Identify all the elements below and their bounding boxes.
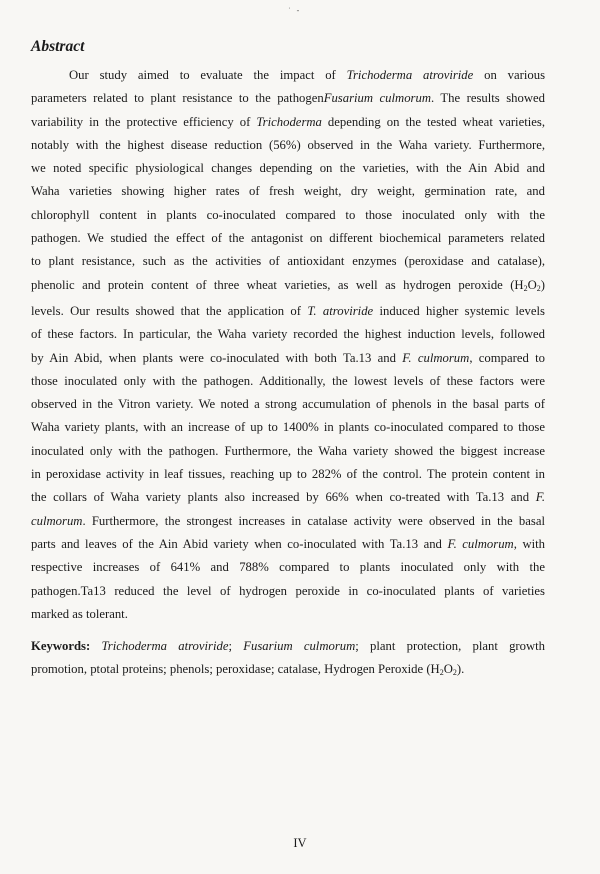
italic-term: F. culmorum bbox=[447, 536, 514, 551]
italic-term: culmorum bbox=[31, 513, 83, 528]
text-run: parts and leaves of the Ain Abid variety when co-inoculated with Ta.13 and bbox=[31, 536, 448, 551]
text-run: on various bbox=[473, 68, 546, 82]
text-run: observed in the Vitron variety. We noted a strong accumulation of phenols in the basal parts of bbox=[31, 397, 545, 412]
italic-term: F. bbox=[535, 490, 545, 505]
text-run: pathogen.Ta13 reduced the level of hydrogen peroxide in co-inoculated plants of varieties bbox=[31, 583, 545, 598]
italic-term: F. culmorum bbox=[402, 350, 470, 365]
abstract-line bbox=[31, 250, 545, 273]
keywords-first-line bbox=[31, 635, 545, 658]
text-run: by Ain Abid, when plants were co-inoculated with both Ta.13 and bbox=[31, 350, 403, 365]
text-run: phenolic and protein content of three wheat varieties, as well as hydrogen peroxide (H bbox=[31, 277, 524, 292]
abstract-line bbox=[31, 347, 545, 370]
text-run: ). bbox=[456, 662, 465, 677]
text-run: , with bbox=[513, 536, 545, 551]
text-run: . Furthermore, the strongest increases in catalase activity were observed in the basal bbox=[82, 513, 545, 528]
italic-term: T. atroviride bbox=[307, 303, 374, 318]
abstract-line bbox=[31, 64, 545, 87]
text-run: pathogen. We studied the effect of the antagonist on different biochemical parameters related bbox=[31, 231, 545, 246]
text-run: ; plant protection, plant growth bbox=[355, 639, 546, 653]
text-run: Waha varieties showing higher rates of fresh weight, dry weight, germination rate, and bbox=[31, 184, 545, 199]
text-run: to plant resistance, such as the activities of antioxidant enzymes (peroxidase and catalase), bbox=[31, 254, 545, 269]
italic-term: Fusarium culmorum bbox=[323, 91, 431, 106]
subscript: 2 bbox=[439, 668, 444, 678]
abstract-line bbox=[31, 274, 545, 300]
text-run: inoculated only with the pathogen. Furthermore, the Waha variety showed the biggest increase bbox=[31, 443, 545, 458]
text-run: those inoculated only with the pathogen. Additionally, the lowest levels of these factors were bbox=[31, 373, 545, 388]
text-run bbox=[90, 639, 101, 653]
scan-speck: ˙ - bbox=[288, 6, 302, 15]
abstract-line bbox=[31, 323, 545, 346]
abstract-body bbox=[31, 64, 545, 626]
text-run: parameters related to plant resistance to the pathogen bbox=[31, 91, 324, 106]
text-run: ; bbox=[228, 639, 244, 653]
text-run: in peroxidase activity in leaf tissues, reaching up to 282% of the control. The protein content in bbox=[31, 467, 545, 482]
abstract-line bbox=[31, 510, 545, 533]
abstract-line bbox=[31, 556, 545, 579]
subscript: 2 bbox=[536, 283, 541, 293]
keywords-label: Keywords: bbox=[31, 639, 91, 653]
subscript: 2 bbox=[523, 283, 528, 293]
keywords-paragraph bbox=[31, 635, 545, 685]
text-run: Waha variety plants, with an increase of up to 1400% in plants co-inoculated compared to those bbox=[31, 420, 545, 435]
abstract-line bbox=[31, 533, 545, 556]
text-run: respective increases of 641% and 788% compared to plants inoculated only with the bbox=[31, 560, 545, 575]
abstract-line bbox=[31, 87, 545, 110]
text-run: O bbox=[443, 662, 453, 677]
abstract-line bbox=[31, 486, 545, 509]
abstract-line bbox=[31, 440, 545, 463]
abstract-line bbox=[31, 463, 545, 486]
italic-term: Fusarium culmorum bbox=[243, 639, 356, 653]
abstract-heading: Abstract bbox=[31, 38, 85, 55]
abstract-line bbox=[31, 603, 545, 626]
abstract-line bbox=[31, 204, 545, 227]
italic-term: Trichoderma atroviride bbox=[346, 68, 474, 82]
text-run: chlorophyll content in plants co-inoculated compared to those inoculated only with the bbox=[31, 207, 545, 222]
text-run: ) bbox=[540, 277, 545, 292]
abstract-line bbox=[31, 300, 545, 323]
text-run: variability in the protective efficiency of bbox=[31, 114, 257, 129]
text-run: the collars of Waha variety plants also increased by 66% when co-treated with Ta.13 and bbox=[31, 490, 536, 505]
italic-term: Trichoderma bbox=[256, 114, 322, 129]
italic-term: Trichoderma atroviride bbox=[101, 639, 229, 653]
abstract-line bbox=[31, 227, 545, 250]
abstract-line bbox=[31, 580, 545, 603]
text-run: depending on the tested wheat varieties, bbox=[321, 114, 545, 129]
abstract-line bbox=[31, 180, 545, 203]
text-run: of these factors. In particular, the Waha variety recorded the highest induction levels, followed bbox=[31, 327, 545, 342]
abstract-line bbox=[31, 157, 545, 180]
abstract-line bbox=[31, 370, 545, 393]
text-run: levels. Our results showed that the application of bbox=[31, 303, 308, 318]
abstract-line bbox=[31, 111, 545, 134]
abstract-line bbox=[31, 134, 545, 157]
abstract-line bbox=[31, 393, 545, 416]
keywords-line bbox=[90, 639, 545, 653]
text-run: induced higher systemic levels bbox=[373, 303, 545, 318]
text-run: , compared to bbox=[469, 350, 545, 365]
text-run: O bbox=[527, 277, 537, 292]
text-run: . The results showed bbox=[430, 91, 545, 106]
subscript: 2 bbox=[452, 668, 457, 678]
page-number: IV bbox=[293, 836, 307, 850]
text-run: promotion, ptotal proteins; phenols; peroxidase; catalase, Hydrogen Peroxide (H bbox=[31, 662, 440, 677]
abstract-line bbox=[31, 416, 545, 439]
text-run: Our study aimed to evaluate the impact of bbox=[69, 68, 347, 82]
keywords-line bbox=[31, 658, 545, 684]
text-run: marked as tolerant. bbox=[31, 606, 128, 621]
text-run: notably with the highest disease reduction (56%) observed in the Waha variety. Furthermore, bbox=[31, 137, 545, 152]
text-run: we noted specific physiological changes depending on the varieties, with the Ain Abid and bbox=[31, 161, 545, 176]
